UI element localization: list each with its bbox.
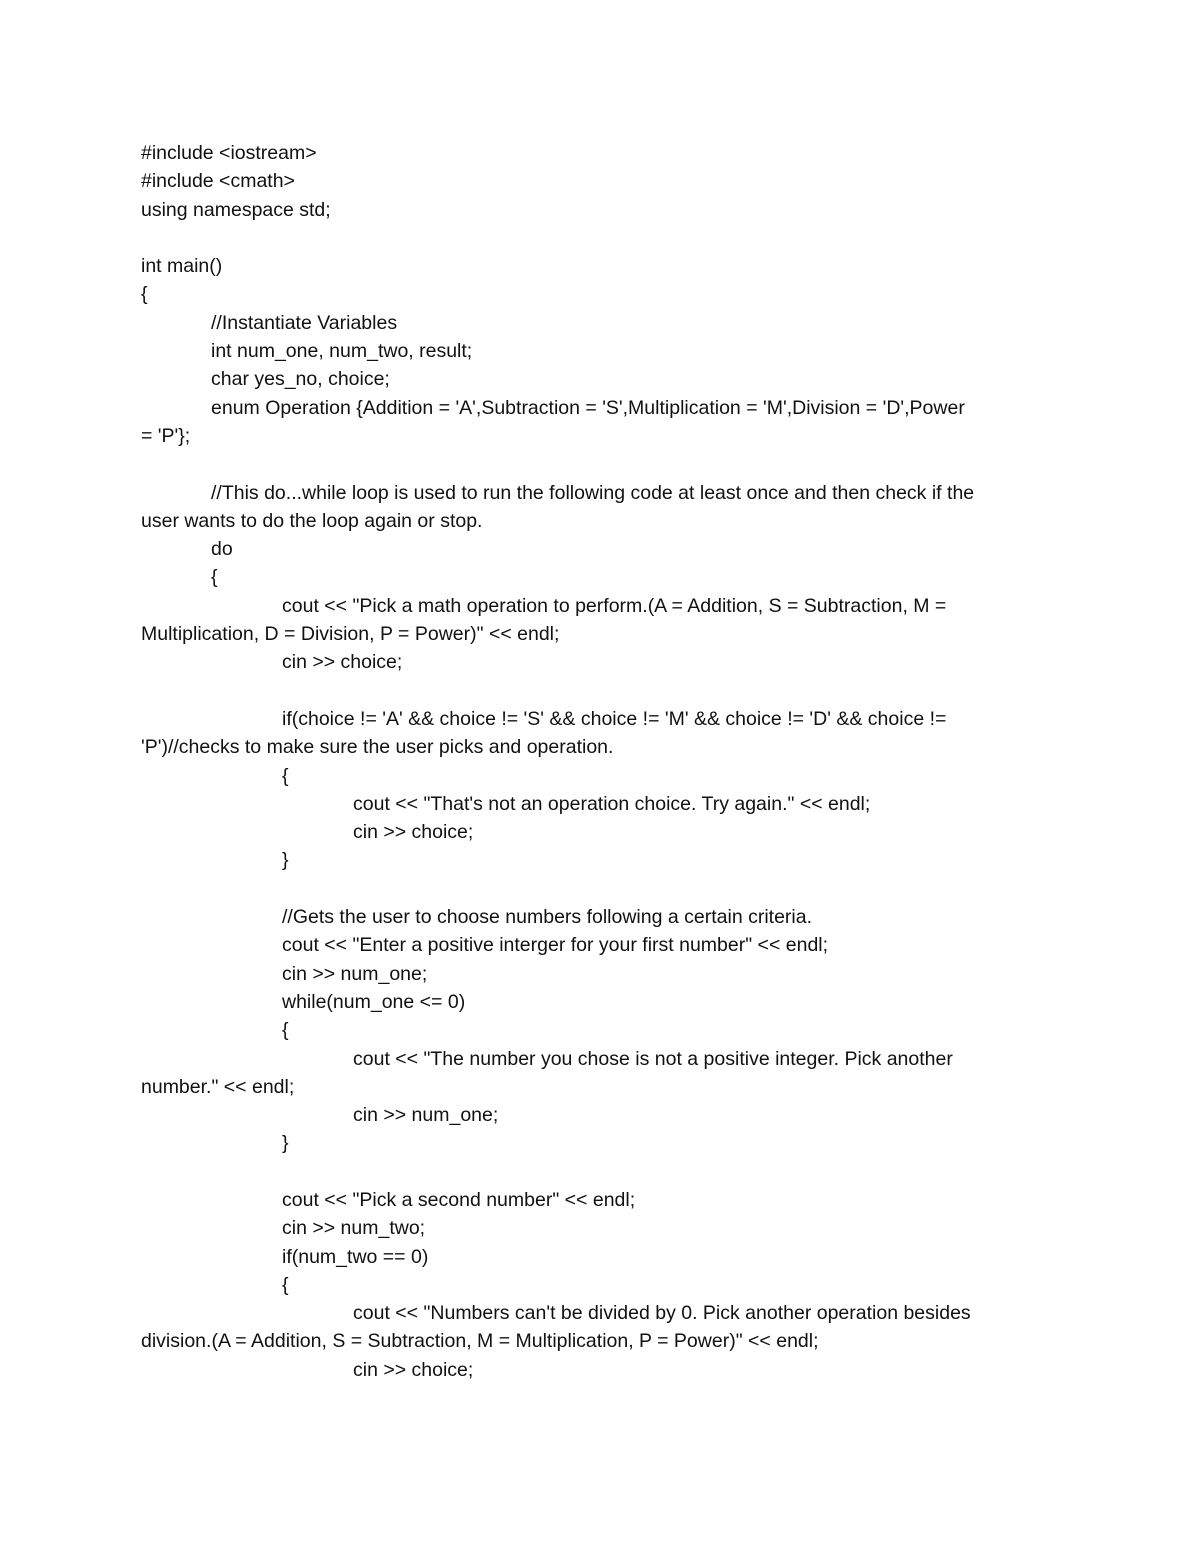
code-line: cout << "Pick a second number" << endl;	[282, 1188, 636, 1211]
code-line: #include <cmath>	[141, 170, 295, 193]
code-line: cin >> num_two;	[282, 1217, 426, 1240]
code-line	[141, 224, 1071, 252]
code-line: cout << "That's not an operation choice. Try again." << endl;	[353, 792, 871, 815]
code-line: {	[282, 1019, 289, 1042]
code-line: cout << "Pick a math operation to perform.(A = Addition, S = Subtraction, M =	[282, 594, 947, 617]
code-line: {	[282, 1273, 289, 1296]
code-line	[141, 677, 1071, 705]
code-line: int num_one, num_two, result;	[211, 340, 473, 363]
code-line: {	[282, 764, 289, 787]
code-line: number." << endl;	[141, 1075, 295, 1098]
code-line: int main()	[141, 255, 223, 278]
code-line: if(num_two == 0)	[282, 1245, 429, 1268]
code-line: cout << "The number you chose is not a positive integer. Pick another	[353, 1047, 953, 1070]
code-line: {	[211, 566, 218, 589]
code-listing	[141, 139, 1071, 1384]
code-line: division.(A = Addition, S = Subtraction, M = Multiplication, P = Power)" << endl;	[141, 1330, 819, 1353]
code-line: }	[282, 849, 289, 872]
code-line: enum Operation {Addition = 'A',Subtraction = 'S',Multiplication = 'M',Division = 'D',Power	[211, 396, 965, 419]
code-line: if(choice != 'A' && choice != 'S' && choice != 'M' && choice != 'D' && choice !=	[282, 707, 947, 730]
code-line: Multiplication, D = Division, P = Power)" << endl;	[141, 623, 560, 646]
code-line: //Gets the user to choose numbers following a certain criteria.	[282, 906, 813, 929]
code-line: cin >> choice;	[282, 651, 403, 674]
code-line: do	[211, 538, 233, 561]
code-line: = 'P'};	[141, 424, 191, 447]
code-line: //Instantiate Variables	[211, 311, 398, 334]
code-line: using namespace std;	[141, 198, 331, 221]
code-line: user wants to do the loop again or stop.	[141, 509, 483, 532]
code-line: cin >> choice;	[353, 1358, 474, 1381]
code-line: cout << "Numbers can't be divided by 0. Pick another operation besides	[353, 1302, 971, 1325]
code-line: while(num_one <= 0)	[282, 990, 466, 1013]
code-line: 'P')//checks to make sure the user picks and operation.	[141, 736, 614, 759]
code-line: cin >> num_one;	[282, 962, 428, 985]
code-line: //This do...while loop is used to run the following code at least once and then check if the	[211, 481, 975, 504]
code-line	[141, 450, 1071, 478]
code-line	[141, 875, 1071, 903]
code-line: #include <iostream>	[141, 142, 317, 164]
code-line: }	[282, 1132, 289, 1155]
code-line	[141, 1158, 1071, 1186]
code-line: char yes_no, choice;	[211, 368, 390, 391]
code-line: cin >> num_one;	[353, 1104, 499, 1127]
code-line: {	[141, 283, 148, 306]
code-line: cin >> choice;	[353, 821, 474, 844]
code-line: cout << "Enter a positive interger for your first number" << endl;	[282, 934, 829, 957]
